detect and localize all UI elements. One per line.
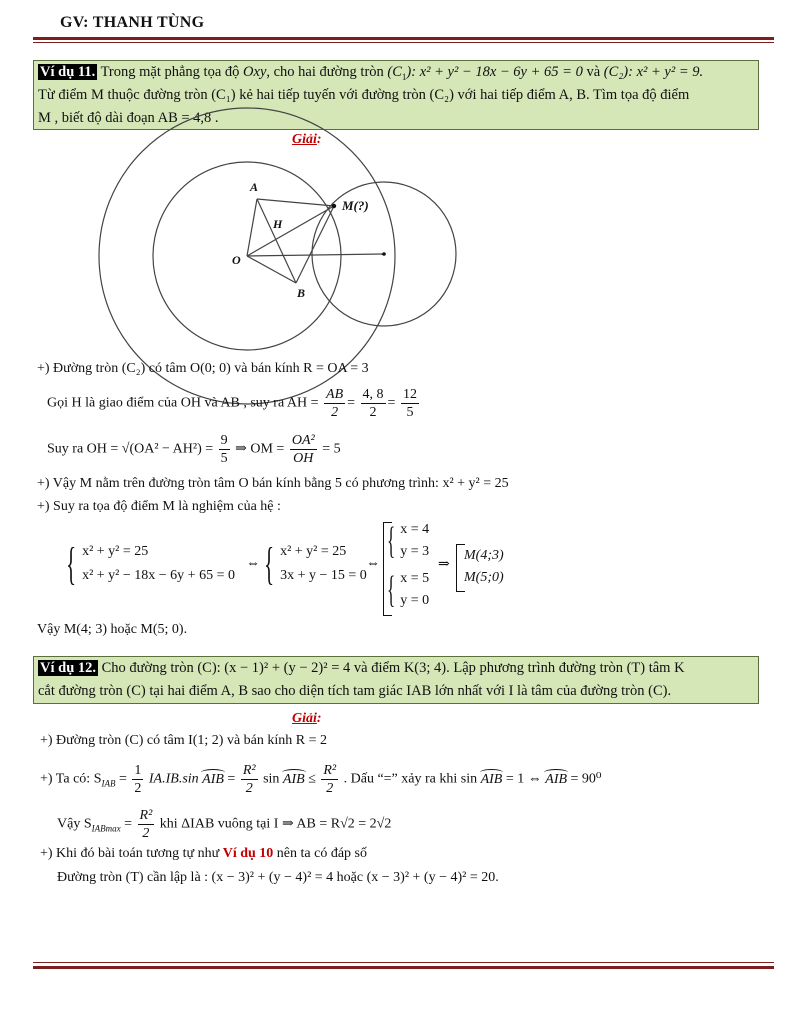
segment-ob [247, 256, 296, 283]
footer-rule-thin [33, 962, 774, 963]
ex11-step-2: Gọi H là giao điểm của OH và AB , suy ra AH = $\frac{AB}{2}$ = $\frac{4, 8}{2}$ = $\frac{12}{5}$ [47, 387, 417, 420]
ex11-step-4: +) Vậy M nằm trên đường tròn tâm O bán kính bằng 5 có phương trình: x² + y² = 25 [37, 476, 509, 491]
ex11-step-3: Suy ra OH = √(OA² − AH²) = $\frac{9}{5}$ ⇒ OM = $\frac{\text{OA²}}{OH}$ = 5 [47, 433, 341, 466]
center-c1-dot [382, 252, 386, 256]
ex11-system-2: { x² + y² = 25 3x + y − 15 = 0 [264, 538, 367, 589]
ex11-solution-1: { x = 4 y = 3 [387, 520, 430, 562]
ex12-step-3: Vậy $S_{IABmax}$ = $\frac{\text{R²}}{2}$ khi ΔIAB vuông tại I ⇒ AB = R√2 = 2√2 [57, 808, 392, 841]
ex12-step-5: Đường tròn (T) cần lập là : (x − 3)² + (y − 4)² = 4 hoặc (x − 3)² + (y − 4)² = 20. [57, 870, 499, 885]
segment-ab [257, 199, 296, 283]
axis-line [247, 254, 384, 256]
segment-om [247, 206, 334, 256]
ex11-implies: ⇒ [438, 557, 450, 572]
label-o: O [232, 253, 241, 267]
ex12-solution-heading: Giải: [292, 711, 322, 726]
ex11-line-3: M , biết độ dài đoạn AB = 4,8 . [38, 110, 219, 126]
ex11-equiv-1: ⇔ [246, 556, 260, 571]
ex12-step-4: +) Khi đó bài toán tương tự như Ví dụ 10 nên ta có đáp số [40, 846, 367, 861]
ex11-results: M(4;3) M(5;0) [464, 548, 504, 585]
ex11-equiv-2: ⇔ [366, 556, 380, 571]
ex11-line-1: Ví dụ 11. Trong mặt phẳng tọa độ Oxy, cho hai đường tròn $(C_1)$: x² + y² − 18x − 6y + 65 = 0 và (C₂): x² + y² = 9. [40, 64, 704, 82]
ex11-tag: Ví dụ 11. [40, 64, 96, 80]
ex11-conclusion: Vậy M(4; 3) hoặc M(5; 0). [37, 622, 188, 637]
label-b: B [297, 286, 306, 300]
ex12-step-2: +) Ta có: $S_{IAB}$ = $\frac{1}{2}$ IA.IB.sin AIB = $\frac{\text{R²}}{2}$ sin AIB ≤ $\frac{\text{R²}}{2}$ . Dấu “=” xảy ra khi sin AIB = 1 ⇔ AIB = 90⁰ [40, 763, 602, 796]
ex11-line-2: Từ điểm M thuộc đường tròn (C₁) kẻ hai tiếp tuyến với đường tròn (C₂) với hai tiếp điểm A, B. Tìm tọa độ điểm [38, 87, 690, 103]
ex11-step-1: +) Đường tròn (C₂) có tâm O(0; 0) và bán kính R = OA = 3 [37, 361, 369, 376]
ex12-step-1: +) Đường tròn (C) có tâm I(1; 2) và bán kính R = 2 [40, 733, 328, 748]
label-m: M(?) [342, 198, 369, 213]
label-h: H [273, 217, 283, 231]
segment-oa [247, 199, 257, 256]
ex12-line-2: cắt đường tròn (C) tại hai điểm A, B sao cho diện tích tam giác IAB lớn nhất với I là tâm của đường tròn (C). [38, 683, 672, 699]
ex11-system-1: { x² + y² = 25 x² + y² − 18x − 6y + 65 = 0 [66, 538, 235, 589]
author-header: GV: THANH TÙNG [60, 14, 205, 31]
label-a: A [250, 180, 259, 194]
example-12-box [33, 656, 759, 704]
ex11-solution-heading: Giải: [292, 132, 322, 147]
ex11-step-5: +) Suy ra tọa độ điểm M là nghiệm của hệ : [37, 499, 281, 514]
point-m-dot [332, 204, 336, 208]
footer-rule [33, 966, 774, 969]
ex12-tag: Ví dụ 12. [40, 660, 97, 676]
ex11-solution-2: { x = 5 y = 0 [387, 569, 430, 611]
ex12-line-1: Ví dụ 12. Cho đường tròn (C): (x − 1)² + (y − 2)² = 4 và điểm K(3; 4). Lập phương trình đường tròn (T) tâm K [40, 660, 685, 676]
